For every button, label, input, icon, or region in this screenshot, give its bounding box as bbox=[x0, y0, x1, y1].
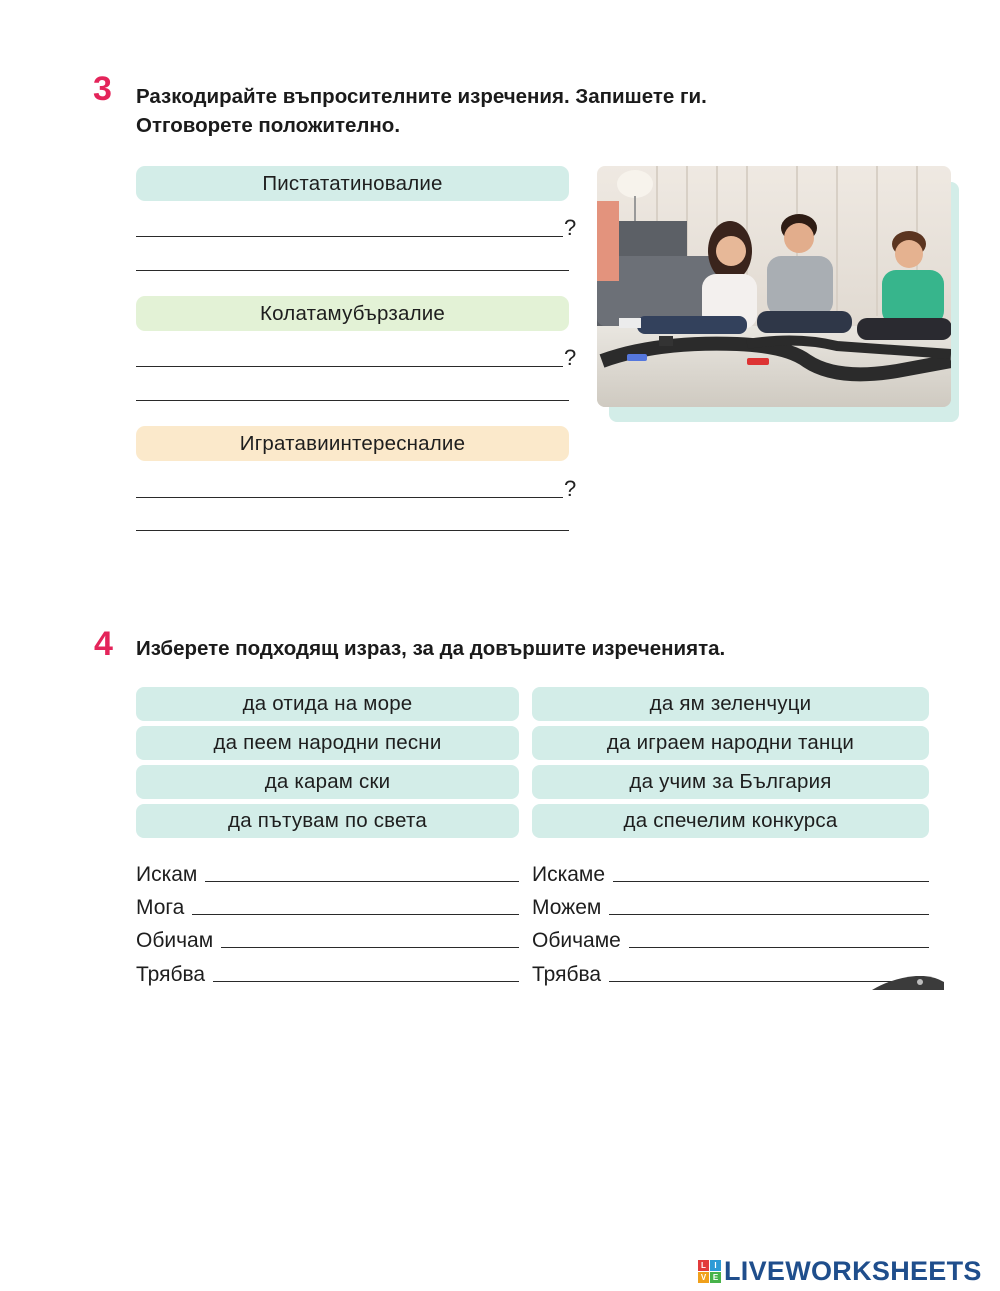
phrase-box: да играем народни танци bbox=[532, 726, 929, 760]
sentence-stem: Трябва bbox=[136, 963, 206, 986]
answer-line[interactable] bbox=[609, 914, 929, 915]
exercise-4-instruction: Изберете подходящ израз, за да довършите изреченията. bbox=[136, 637, 726, 660]
children-playing-photo bbox=[597, 166, 951, 407]
question-mark-2: ? bbox=[564, 345, 577, 370]
question-mark-1: ? bbox=[564, 215, 577, 240]
phrase-box: да ям зеленчуци bbox=[532, 687, 929, 721]
logo-block-l: L bbox=[698, 1260, 709, 1271]
instruction-line-2: Отговорете положително. bbox=[136, 114, 401, 137]
answer-line[interactable] bbox=[205, 881, 519, 882]
answer-line[interactable] bbox=[613, 881, 929, 882]
sentence-row-left-1 bbox=[136, 863, 519, 887]
logo-text: LIVEWORKSHEETS bbox=[724, 1256, 982, 1286]
phrase-box: да пеем народни песни bbox=[136, 726, 519, 760]
scrambled-word-1: Пистататиновалие bbox=[136, 166, 569, 201]
question-mark-3: ? bbox=[564, 476, 577, 501]
photo-illustration bbox=[597, 166, 951, 407]
answer-line[interactable] bbox=[221, 947, 519, 948]
phrase-box: да пътувам по света bbox=[136, 804, 519, 838]
sentence-row-right-1 bbox=[532, 863, 929, 887]
question-line-2[interactable] bbox=[136, 366, 563, 367]
answer-line[interactable] bbox=[192, 914, 519, 915]
sentence-stem: Мога bbox=[136, 896, 185, 919]
logo-blocks-icon bbox=[698, 1260, 721, 1283]
phrase-box: да спечелим конкурса bbox=[532, 804, 929, 838]
answer-line-2[interactable] bbox=[136, 400, 569, 401]
sentence-row-left-3 bbox=[136, 929, 519, 953]
sentence-stem: Искаме bbox=[532, 863, 606, 886]
sentence-stem: Можем bbox=[532, 896, 602, 919]
answer-line[interactable] bbox=[213, 981, 519, 982]
answer-line[interactable] bbox=[629, 947, 929, 948]
exercise-4-number: 4 bbox=[94, 625, 113, 663]
logo-block-v: V bbox=[698, 1272, 709, 1283]
decorative-corner-image bbox=[872, 976, 944, 990]
sentence-stem: Трябва bbox=[532, 963, 602, 986]
instruction-line-1: Разкодирайте въпросителните изречения. Запишете ги. bbox=[136, 85, 707, 108]
answer-line-3[interactable] bbox=[136, 530, 569, 531]
scrambled-word-3: Игратавиинтересналие bbox=[136, 426, 569, 461]
sentence-row-right-3 bbox=[532, 929, 929, 953]
sentence-row-right-2 bbox=[532, 896, 929, 920]
answer-line-1[interactable] bbox=[136, 270, 569, 271]
phrase-box: да учим за България bbox=[532, 765, 929, 799]
sentence-stem: Обичаме bbox=[532, 929, 621, 952]
logo-block-i: I bbox=[710, 1260, 721, 1271]
sentence-row-left-4 bbox=[136, 963, 519, 987]
sentence-row-left-2 bbox=[136, 896, 519, 920]
scrambled-word-2: Колатамубързалие bbox=[136, 296, 569, 331]
liveworksheets-logo[interactable] bbox=[698, 1256, 982, 1287]
phrase-box: да отида на море bbox=[136, 687, 519, 721]
question-line-3[interactable] bbox=[136, 497, 563, 498]
phrase-box: да карам ски bbox=[136, 765, 519, 799]
sentence-stem: Искам bbox=[136, 863, 198, 886]
exercise-3-instruction bbox=[136, 82, 707, 140]
question-line-1[interactable] bbox=[136, 236, 563, 237]
logo-block-e: E bbox=[710, 1272, 721, 1283]
exercise-3-number: 3 bbox=[93, 70, 112, 108]
sentence-stem: Обичам bbox=[136, 929, 214, 952]
sentence-row-right-4 bbox=[532, 963, 929, 987]
